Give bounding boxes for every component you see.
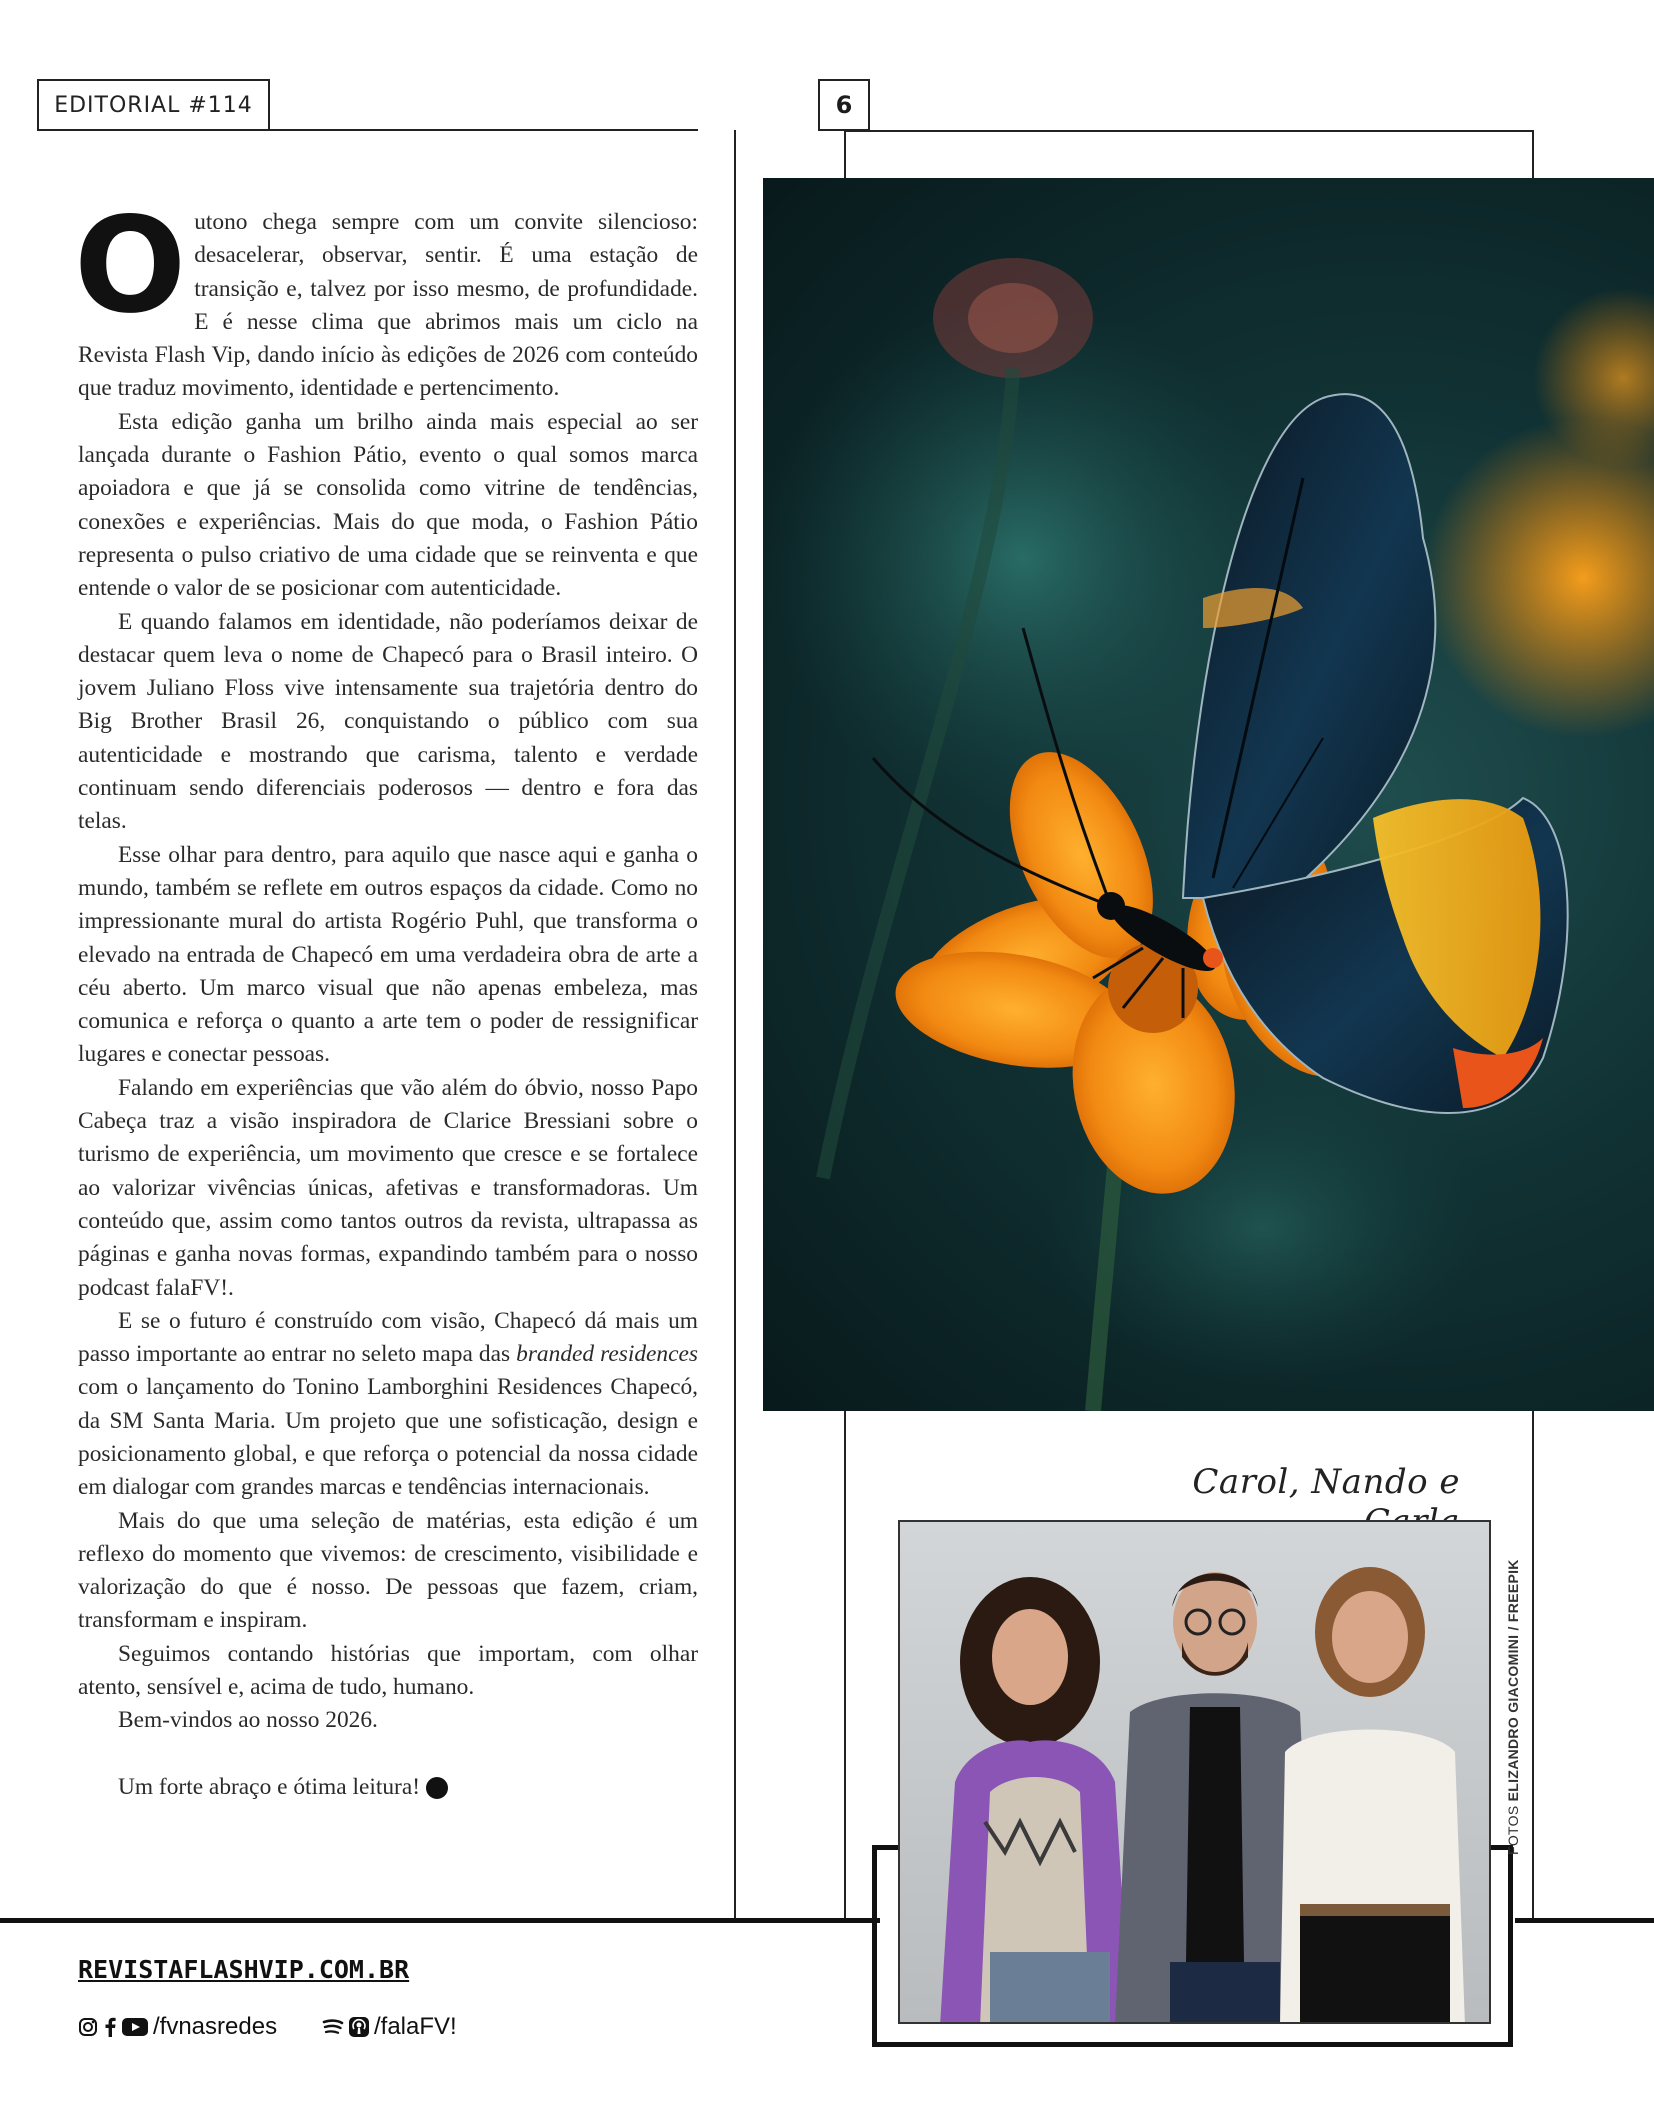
butterfly-photo	[763, 178, 1654, 1411]
youtube-icon[interactable]	[122, 2017, 148, 2037]
drop-cap: O	[74, 189, 187, 343]
header-rule	[270, 129, 698, 131]
team-photo	[898, 1520, 1491, 2024]
page-number: 6	[818, 79, 870, 131]
website-link[interactable]: REVISTAFLASHVIP.COM.BR	[78, 1955, 410, 1984]
article-paragraph: Bem-vindos ao nosso 2026.	[118, 1707, 378, 1734]
spotify-icon[interactable]	[322, 2017, 344, 2037]
podcast-handle[interactable]: /falaFV!	[374, 2013, 457, 2040]
team-illustration	[900, 1522, 1491, 2024]
article-paragraph: Outono chega sempre com um convite silencioso: desacelerar, observar, sentir. É uma estação de transição e, talvez por isso mesmo, de profundidade. E é nesse clima que abrimos mais um ciclo na Revista Flash Vip, dando início às edições de 2026 com conteúdo que traduz movimento, identidade e pertencimento.	[74, 189, 698, 402]
instagram-icon[interactable]	[78, 2017, 98, 2037]
right-top-rule	[844, 130, 1534, 132]
butterfly-illustration	[763, 178, 1654, 1411]
flash-logo-icon: ⚡	[426, 1777, 448, 1799]
photo-credit: FOTOS ELIZANDRO GIACOMINI / FREEPIK	[1505, 1559, 1521, 1855]
section-tag: EDITORIAL #114	[37, 79, 270, 131]
social-handle[interactable]: /fvnasredes	[153, 2013, 278, 2040]
podcast-links	[322, 2013, 457, 2041]
article-paragraph: Esta edição ganha um brilho ainda mais especial ao ser lançada durante o Fashion Pátio, evento o qual somos marca apoiadora e que já se consolida como vitrine de tendências, conexões e experiências. Mais do que moda, o Fashion Pátio representa o pulso criativo de uma cidade que se reinventa e que entende o valor de se posicionar com autenticidade.	[78, 408, 698, 602]
article-paragraph: Esse olhar para dentro, para aquilo que nasce aqui e ganha o mundo, também se reflete em outros espaços da cidade. Como no impressionante mural do artista Rogério Puhl, que transforma o elevado na entrada de Chapecó em uma verdadeira obra de arte a céu aberto. Um marco visual que não apenas embeleza, mas comunica e reforça o quanto a arte tem o poder de ressignificar lugares e conectar pessoas.	[78, 841, 698, 1068]
article-paragraph: E quando falamos em identidade, não poderíamos deixar de destacar quem leva o nome de Chapecó para o Brasil inteiro. O jovem Juliano Floss vive intensamente sua trajetória dentro do Big Brother Brasil 26, conquistando o público com sua autenticidade e mostrando que carisma, talento e verdade continuam sendo diferenciais poderosos — dentro e fora das telas.	[78, 608, 698, 835]
person-right	[1280, 1567, 1465, 2024]
facebook-icon[interactable]	[103, 2017, 117, 2037]
footer-rule-right	[1515, 1918, 1654, 1923]
article-paragraph: Mais do que uma seleção de matérias, esta edição é um reflexo do momento que vivemos: de crescimento, visibilidade e valorização do que é nosso. De pessoas que fazem, criam, transformam e inspiram.	[78, 1507, 698, 1634]
footer-rule	[0, 1918, 880, 1923]
article-paragraph: Seguimos contando histórias que importam, com olhar atento, sensível e, acima de tudo, humano.	[78, 1640, 698, 1701]
column-divider	[734, 130, 736, 1920]
sign-off: Um forte abraço e ótima leitura! ⚡	[118, 1773, 476, 1800]
article-paragraph: Falando em experiências que vão além do óbvio, nosso Papo Cabeça traz a visão inspiradora de Clarice Bressiani sobre o turismo de experiência, um movimento que cresce e se fortalece ao valorizar vivências únicas, afetivas e transformadoras. Um conteúdo que, assim como tantos outros da revista, ultrapassa as páginas e ganha novas formas, expandindo também para o nosso podcast falaFV!.	[78, 1074, 698, 1301]
social-links	[78, 2013, 277, 2041]
editorial-article	[74, 189, 698, 1804]
person-left	[940, 1577, 1130, 2024]
podcast-icon[interactable]	[349, 2017, 369, 2037]
photo-signature: Carol, Nando e	[1192, 1462, 1460, 1502]
article-paragraph: E se o futuro é construído com visão, Chapecó dá mais um passo importante ao entrar no seleto mapa das branded residences com o lançamento do Tonino Lamborghini Residences Chapecó, da SM Santa Maria. Um projeto que une sofisticação, design e posicionamento global, e que reforça o potencial da nossa cidade em dialogar com grandes marcas e tendências internacionais.	[78, 1307, 698, 1501]
